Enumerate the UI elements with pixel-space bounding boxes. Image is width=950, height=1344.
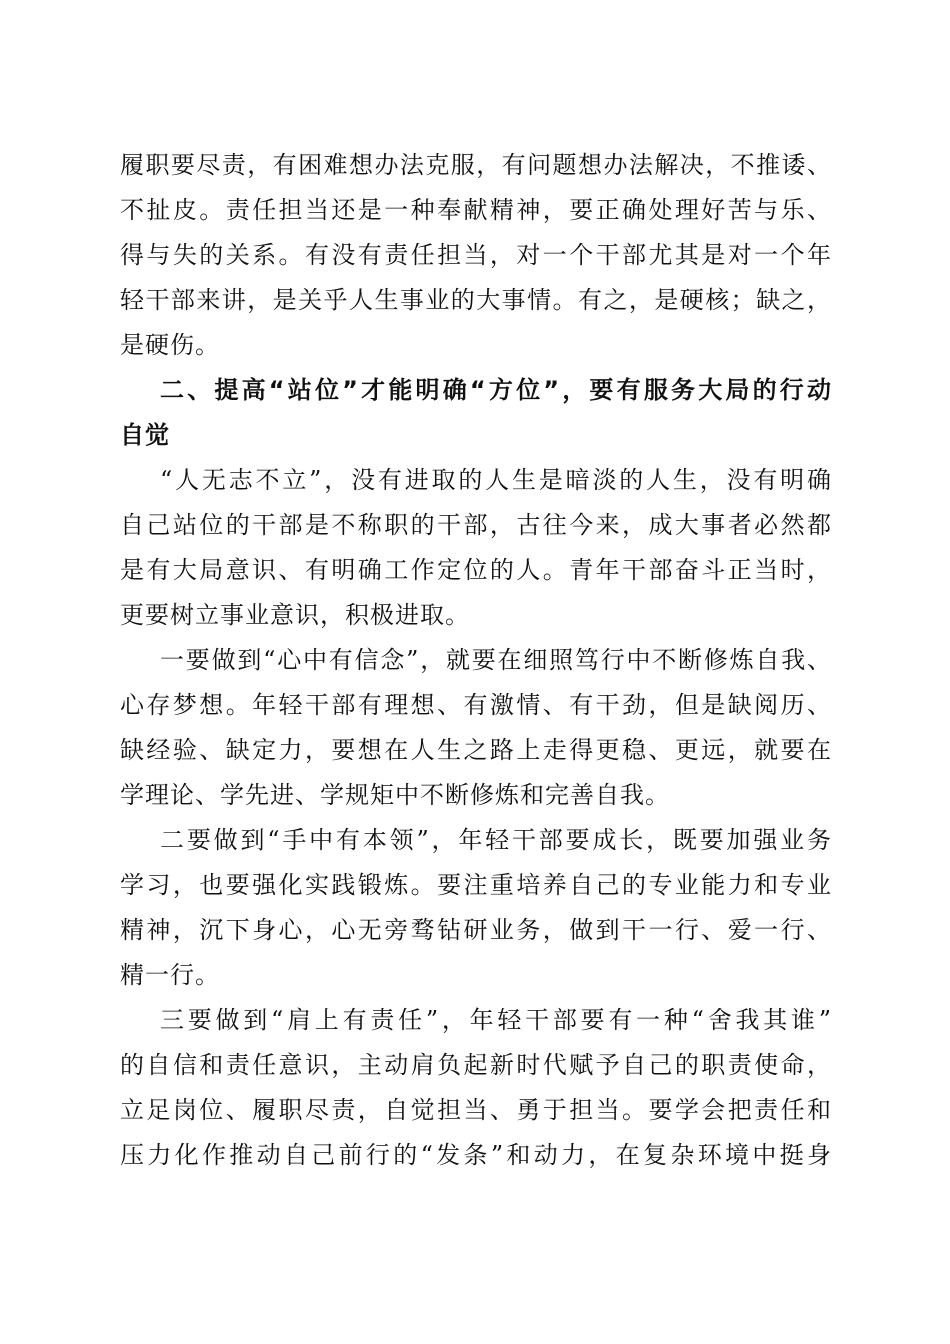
text-line: 履职要尽责，有困难想办法克服，有问题想办法解决，不推诿、 (120, 151, 832, 179)
text-line: 不扯皮。责任担当还是一种奉献精神，要正确处理好苦与乐、 (120, 196, 832, 224)
text-line: 缺经验、缺定力，要想在人生之路上走得更稳、更远，就要在 (120, 736, 832, 764)
text-line: 立足岗位、履职尽责，自觉担当、勇于担当。要学会把责任和 (120, 1096, 832, 1124)
text-line: 心存梦想。年轻干部有理想、有激情、有干劲，但是缺阅历、 (120, 691, 832, 719)
paragraph-skills (120, 818, 832, 998)
text-line: 压力化作推动自己前行的“发条”和动力，在复杂环境中挺身 (120, 1141, 832, 1169)
text-line: 是硬伤。 (120, 331, 220, 359)
text-line: 学习，也要强化实践锻炼。要注重培养自己的专业能力和专业 (120, 871, 832, 899)
text-line: 的自信和责任意识，主动肩负起新时代赋予自己的职责使命， (120, 1051, 832, 1079)
paragraph-responsibility (120, 998, 832, 1178)
section-heading (120, 368, 832, 458)
text-line: 一要做到“心中有信念”，就要在细照笃行中不断修炼自我、 (160, 646, 832, 674)
text-line: 二要做到“手中有本领”，年轻干部要成长，既要加强业务 (160, 826, 832, 854)
text-line: 更要树立事业意识，积极进取。 (120, 601, 470, 629)
text-line: 自己站位的干部是不称职的干部，古往今来，成大事者必然都 (120, 511, 832, 539)
text-line: 学理论、学先进、学规矩中不断修炼和完善自我。 (120, 781, 670, 809)
text-line: 是有大局意识、有明确工作定位的人。青年干部奋斗正当时， (120, 556, 832, 584)
text-line: 得与失的关系。有没有责任担当，对一个干部尤其是对一个年 (120, 241, 832, 269)
paragraph-responsibility-conclusion (120, 143, 832, 368)
text-line: 三要做到“肩上有责任”，年轻干部要有一种“舍我其谁” (160, 1006, 832, 1034)
text-line: 精一行。 (120, 961, 220, 989)
paragraph-ambition (120, 458, 832, 638)
text-line: “人无志不立”，没有进取的人生是暗淡的人生，没有明确 (160, 466, 832, 494)
document-body (120, 143, 832, 1178)
heading-line: 二、提高“站位”才能明确“方位”，要有服务大局的行动 (160, 376, 832, 404)
heading-line: 自觉 (120, 421, 170, 449)
paragraph-belief (120, 638, 832, 818)
text-line: 精神，沉下身心，心无旁骛钻研业务，做到干一行、爱一行、 (120, 916, 832, 944)
text-line: 轻干部来讲，是关乎人生事业的大事情。有之，是硬核；缺之， (120, 286, 832, 314)
